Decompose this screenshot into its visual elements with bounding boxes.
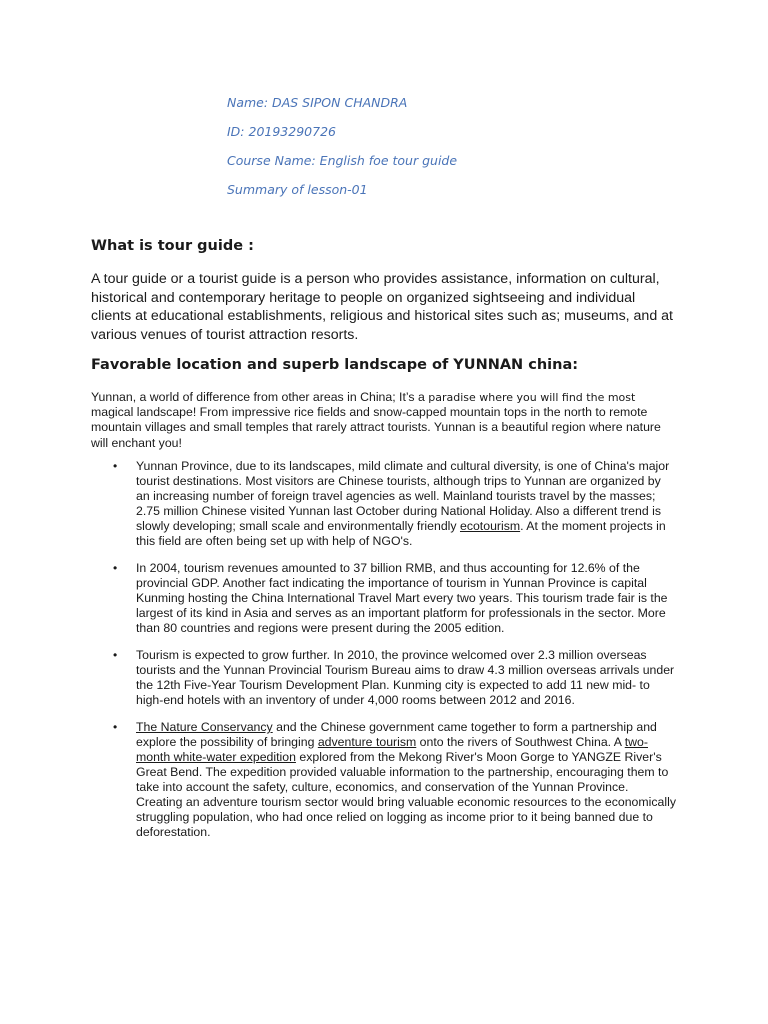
section-paragraph: A tour guide or a tourist guide is a person who provides assistance, information on cultural, historical and contemporary heritage to people on organized sightseeing and individual clients at educational establishments, religious and historical sites such as; museums, and at various venues of tourist attraction resorts.	[91, 271, 673, 343]
student-name: Name: DAS SIPON CHANDRA	[227, 95, 408, 110]
list-item	[91, 459, 676, 549]
section-what-is-tour-guide-body	[91, 270, 675, 344]
bullet-text: and the Chinese government came together to form a partnership and explore the possibility of bringing	[136, 720, 657, 749]
bullet-list	[91, 459, 676, 852]
section-yunnan-heading	[91, 357, 675, 373]
adventure-tourism-link[interactable]: adventure tourism	[317, 735, 417, 749]
intro-text: magical landscape! From impressive rice fields and snow-capped mountain tops in the north to remote mountain villages and small temples that rarely attract tourists. Yunnan is a beautiful region where nature will enchant you!	[91, 405, 661, 450]
bullet-text: Tourism is expected to grow further. In 2010, the province welcomed over 2.3 million overseas tourists and the Yunnan Provincial Tourism Bureau aims to draw 4.3 million overseas arrivals under the 12th Five-Year Tourism Development Plan. Kunming city is expected to add 11 new mid- to high-end hotels with an inventory of under 4,000 rooms between 2012 and 2016.	[136, 648, 675, 707]
student-info-header	[227, 94, 687, 210]
list-item	[91, 648, 676, 708]
nature-conservancy-link[interactable]: The Nature Conservancy	[136, 720, 273, 734]
list-item	[91, 720, 676, 840]
bullet-icon: •	[113, 720, 118, 734]
intro-text-alt-font: paradise where you will find the most	[428, 391, 636, 404]
intro-text: Yunnan, a world of difference from other areas in China; It’s a	[91, 390, 429, 404]
bullet-icon: •	[113, 459, 118, 473]
bullet-icon: •	[113, 561, 118, 575]
bullet-text: In 2004, tourism revenues amounted to 37 billion RMB, and thus accounting for 12.6% of the provincial GDP. Another fact indicating the importance of tourism in Yunnan Province is capital Kunming hosting the China International Travel Mart every two years. This tourism trade fair is the largest of its kind in Asia and serves as an important platform for professionals in the sector. More than 80 countries and regions were present during the 2005 edition.	[136, 561, 668, 635]
section-yunnan-intro	[91, 390, 675, 451]
course-name: Course Name: English foe tour guide	[227, 153, 458, 168]
expedition-link[interactable]: two-month white-water expedition	[136, 735, 648, 764]
intro-paragraph	[91, 390, 675, 451]
bullet-text: . At the moment projects in this field are often being set up with help of NGO's.	[136, 519, 666, 548]
list-item	[91, 561, 676, 636]
section-what-is-tour-guide	[91, 238, 675, 254]
ecotourism-link[interactable]: ecotourism	[459, 519, 521, 533]
bullet-icon: •	[113, 648, 118, 662]
section-heading: What is tour guide :	[91, 238, 254, 254]
bullet-text: onto the rivers of Southwest China. A	[416, 735, 625, 749]
section-heading: Favorable location and superb landscape of YUNNAN china:	[91, 357, 579, 373]
summary-title: Summary of lesson-01	[227, 182, 368, 197]
student-id: ID: 20193290726	[227, 124, 336, 139]
bullet-text: Yunnan Province, due to its landscapes, mild climate and cultural diversity, is one of China's major tourist destinations. Most visitors are Chinese tourists, although trips to Yunnan are organized by an increasing number of foreign travel agencies as well. Mainland tourists travel by the masses; 2.75 million Chinese visited Yunnan last October during National Holiday. Also a different trend is slowly developing; small scale and environmentally friendly	[136, 459, 670, 533]
bullet-text: explored from the Mekong River's Moon Gorge to YANGZE River's Great Bend. The expedition provided valuable information to the partnership, encouraging them to take into account the safety, culture, economics, and conservation of the Yunnan Province. Creating an adventure tourism sector would bring valuable economic resources to the economically struggling population, who had once relied on logging as income prior to it being banned due to deforestation.	[136, 750, 676, 839]
